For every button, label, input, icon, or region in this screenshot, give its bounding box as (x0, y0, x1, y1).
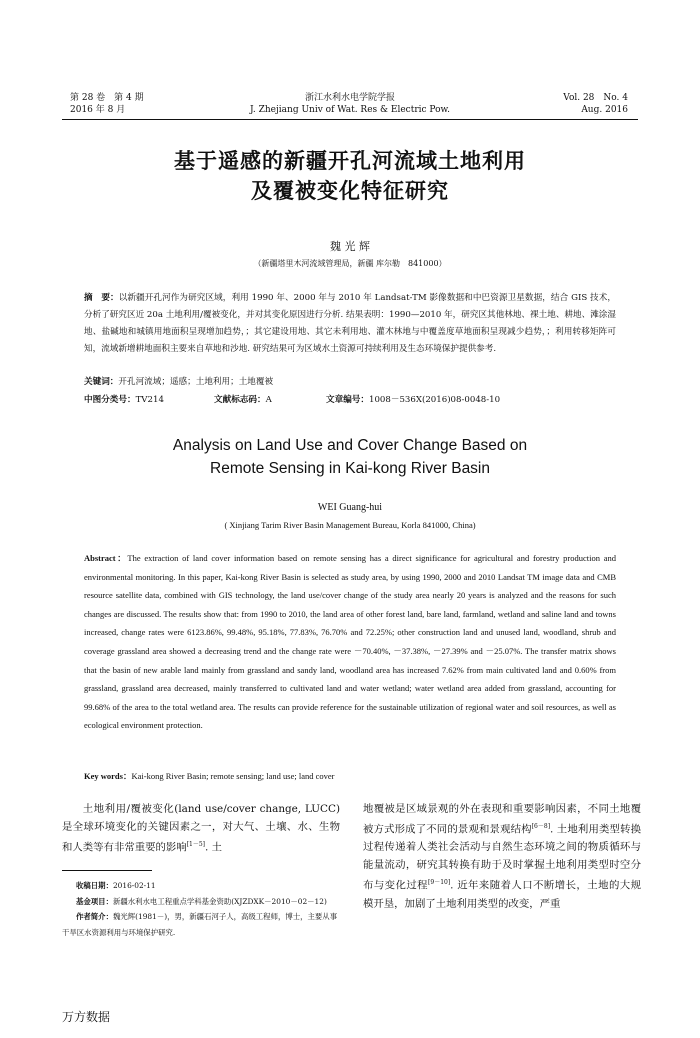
header-journal-zh: 浙江水利水电学院学报 (304, 93, 395, 103)
title-en-line2: Remote Sensing in Kai-kong River Basin (210, 460, 490, 477)
article-no-value: 1008－536X(2016)08-0048-10 (368, 395, 501, 405)
body-paragraph-left (62, 800, 340, 856)
fund-label: 基金项目： (76, 896, 113, 906)
body-left-tail: . 土 (205, 841, 223, 854)
title-en-line1: Analysis on Land Use and Cover Change Based on (172, 437, 528, 454)
abstract-zh-label: 摘 要： (84, 293, 119, 303)
received-label: 收稿日期： (76, 881, 113, 890)
abstract-zh (84, 290, 616, 358)
header-journal-en: J. Zhejiang Univ of Wat. Res & Electric Pow. (249, 105, 451, 115)
doc-code-group (214, 392, 272, 409)
title-zh-line1: 基于遥感的新疆开孔河流域土地利用 (174, 149, 526, 173)
title-zh (0, 146, 700, 206)
abstract-en-label: Abstract： (84, 553, 128, 563)
received-value: 2016-02-11 (112, 881, 156, 890)
doc-code-value: A (265, 395, 272, 405)
body-left-column (62, 800, 340, 856)
header-volume-en (563, 92, 628, 116)
abstract-en-text: The extraction of land cover information based on remote sensing has a direct significance for agricultural and forestry production and environmental monitoring. In this paper, Kai-kong River Basin is selected as study area, by using 1990, 2000 and 2010 Landsat TM image data and CMB resource satellite data, combined with GIS technology, the land use/cover change of the study area nearly 20 years is analyzed and the reasons for such changes are discussed. The results show that: from 1990 to 2010, the land area of other forest land, bare land, farmland, wetland and saline land and towns increased, change rates were 6123.86%, 99.48%, 95.18%, 77.83%, 76.70% and 72.25%; other construction land and unused land, woodland, shrub and coverage grassland area showed a decreasing trend and the change rate were －70.40%, －37.38%, －27.39% and －25.07%. The transfer matrix shows that the basin of new arable land mainly from grassland and sandy land, woodland area has increased 7.62% from main cultivated land and 0.60% from grassland, grassland area decreased, mainly transferred to cultivated land and water wetland; water wetland area added from grassland, accounting for 99.68% of the area to the total wetland area. The results can provide reference for the sustainable utilization of regional water and soil resources, as well as ecological environment protection. (84, 553, 616, 731)
header-vol-no: Vol. 28 No. 4 (563, 93, 628, 103)
author-en: WEI Guang-hui (317, 502, 383, 513)
keywords-en (84, 770, 616, 782)
abstract-en (84, 549, 616, 735)
footnote-received (62, 878, 340, 894)
affiliation-en: ( Xinjiang Tarim River Basin Management Bureau, Korla 841000, China) (224, 520, 476, 530)
body-paragraph-right (363, 800, 641, 913)
footnote-rule (62, 870, 152, 871)
footnote-fund (62, 894, 340, 910)
citation-6-8: [6－8] (531, 823, 551, 830)
title-en (0, 434, 700, 480)
affiliation-zh: （新疆塔里木河流域管理局，新疆 库尔勒 841000） (253, 259, 447, 268)
footnote (62, 878, 340, 940)
citation-1-5: [1－5] (186, 841, 206, 848)
title-zh-line2: 及覆被变化特征研究 (251, 179, 449, 203)
abstract-zh-text: 以新疆开孔河作为研究区域，利用 1990 年、2000 年与 2010 年 Landsat-TM 影像数据和中巴资源卫星数据，结合 GIS 技术，分析了研究区近 20a 土地利用/覆被变化，并对其变化原因进行分析. 结果表明：1990—2010 年，研究区其他林地、裸土地、耕地、滩涂湿地、盐碱地和城镇用地面积呈现增加趋势，；其它建设用地、其它未利用地、灌木林地与中覆盖度草地面积呈现减少趋势，；利用转移矩阵可知，流域新增耕地面积主要来自草地和沙地. 研究结果可为区域水土资源可持续利用及生态环境保护提供参考. (84, 293, 616, 354)
header-volume-zh: 第 28 卷 第 4 期 (70, 93, 144, 103)
keywords-en-text: Kai-kong River Basin; remote sensing; land use; land cover (131, 771, 335, 781)
body-right-text-3: . 近年来随着人口不断增长，土地的大规模开垦，加剧了土地利用类型的改变，严重 (363, 879, 642, 910)
citation-9-10: [9－10] (428, 879, 451, 887)
watermark-text: 万方数据 (62, 1010, 111, 1024)
fund-value: 新疆水利水电工程重点学科基金资助(XJZDXK－2010－02－12) (112, 896, 327, 906)
clc-value: TV214 (135, 395, 164, 405)
footnote-author (62, 909, 340, 940)
keywords-zh-text: 开孔河流域；遥感；土地利用；土地覆被 (118, 377, 274, 387)
body-right-column (363, 800, 641, 913)
header-journal (62, 92, 638, 116)
article-no-label: 文章编号： (326, 395, 369, 405)
author-bio-value: 魏光辉(1981－)，男，新疆石河子人，高级工程师，博士，主要从事干旱区水资源利用与环境保护研究. (62, 912, 338, 937)
header-date-en: Aug. 2016 (581, 105, 628, 115)
clc-group (84, 392, 164, 409)
article-no-group (326, 392, 500, 409)
keywords-zh (84, 374, 616, 391)
header-date-zh: 2016 年 8 月 (70, 105, 126, 115)
doc-code-label: 文献标志码： (214, 395, 266, 405)
body-right-text-2: . 土地利用类型转换过程传递着人类社会活动与自然生态环境之间的物质循环与能量流动，研究其转换有助于及时掌握土地利用类型时空分布与变化过程 (363, 823, 642, 892)
running-header (62, 88, 638, 118)
keywords-en-label: Key words： (84, 771, 132, 781)
body-left-text: 土地利用/覆被变化(land use/cover change, LUCC)是全球环境变化的关键因素之一，对大气、土壤、水、生物和人类等有非常重要的影响 (62, 803, 340, 854)
body-right-text-1: 地覆被是区域景观的外在表现和重要影响因素，不同土地覆被方式形成了不同的景观和景观结构 (363, 803, 641, 836)
keywords-zh-label: 关键词： (84, 377, 119, 387)
header-rule (62, 119, 638, 120)
clc-label: 中图分类号： (84, 395, 136, 405)
author-bio-label: 作者简介： (76, 912, 113, 921)
author-zh: 魏 光 辉 (330, 240, 370, 253)
